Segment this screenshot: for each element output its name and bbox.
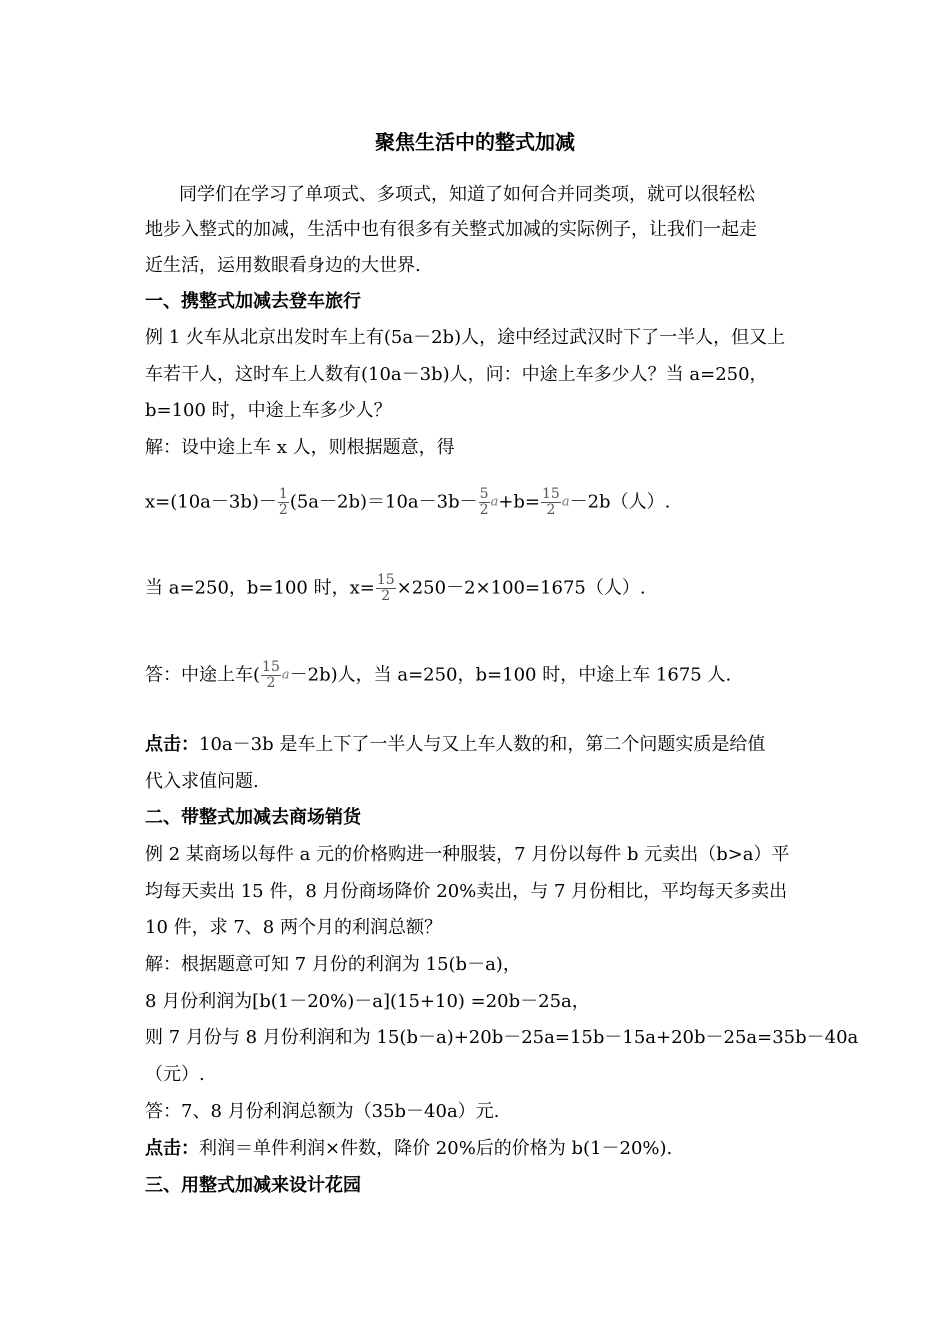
eq1-part-4: －2b（人）. bbox=[569, 491, 671, 513]
note-2-text: 利润＝单件利润×件数，降价 20%后的价格为 b(1－20%). bbox=[199, 1138, 673, 1159]
page-title: 聚焦生活中的整式加减 bbox=[375, 130, 575, 154]
solution2-line-2: 8 月份利润为[b(1－20%)－a](15+10) =20b－25a， bbox=[145, 991, 590, 1012]
fraction-5-2: $\frac{5}{2}$ bbox=[479, 486, 489, 518]
fraction-15-2: $\frac{15}{2}$ bbox=[542, 486, 560, 518]
fraction-variable-a: a bbox=[561, 494, 570, 510]
note-label: 点击： bbox=[145, 1138, 199, 1159]
note-label: 点击： bbox=[145, 734, 199, 755]
equation-1 bbox=[145, 487, 670, 518]
fraction-15-2: $\frac{15}{2}$ bbox=[262, 659, 280, 691]
example1-line-3: b=100 时，中途上车多少人？ bbox=[145, 400, 392, 421]
section3-heading: 三、用整式加减来设计花园 bbox=[145, 1175, 361, 1196]
eq1-part-1: x=(10a－3b)－ bbox=[145, 491, 277, 513]
intro-line-3: 近生活，运用数眼看身边的大世界. bbox=[145, 255, 421, 276]
fraction-1-2: $\frac{1}{2}$ bbox=[278, 486, 288, 518]
section1-heading: 一、携整式加减去登车旅行 bbox=[145, 291, 361, 312]
section2-heading: 二、带整式加减去商场销货 bbox=[145, 807, 361, 828]
solution2-line-1: 解：根据题意可知 7 月份的利润为 15(b－a)， bbox=[145, 954, 521, 975]
fraction-variable-a: a bbox=[281, 667, 290, 683]
eq2-part-1: 当 a=250，b=100 时，x= bbox=[145, 577, 375, 599]
example2-line-2: 均每天卖出 15 件，8 月份商场降价 20%卖出，与 7 月份相比，平均每天多卖出 bbox=[145, 881, 788, 902]
example2-line-3: 10 件，求 7、8 两个月的利润总额？ bbox=[145, 917, 442, 938]
solution2-line-3: 则 7 月份与 8 月份利润和为 15(b－a)+20b－25a=15b－15a+20b－25a=35b－40a bbox=[145, 1027, 859, 1048]
eq1-part-2: (5a－2b)＝10a－3b－ bbox=[289, 491, 478, 513]
answer-2: 答：7、8 月份利润总额为（35b－40a）元. bbox=[145, 1101, 500, 1122]
solution1-intro: 解：设中途上车 x 人，则根据题意，得 bbox=[145, 437, 455, 458]
intro-line-2: 地步入整式的加减，生活中也有很多有关整式加减的实际例子，让我们一起走 bbox=[145, 219, 757, 240]
fraction-15-2: $\frac{15}{2}$ bbox=[376, 572, 395, 604]
note-1-text: 10a－3b 是车上下了一半人与又上车人数的和，第二个问题实质是给值 bbox=[199, 734, 766, 755]
equation-2 bbox=[145, 573, 646, 604]
note-1-line-2: 代入求值问题. bbox=[145, 771, 259, 792]
eq2-part-2: ×250－2×100=1675（人）. bbox=[396, 577, 646, 599]
solution2-line-4: （元）. bbox=[145, 1064, 205, 1085]
intro-line-1: 同学们在学习了单项式、多项式，知道了如何合并同类项，就可以很轻松 bbox=[179, 184, 755, 205]
eq1-part-3: +b= bbox=[498, 491, 541, 513]
example2-line-1: 例 2 某商场以每件 a 元的价格购进一种服装，7 月份以每件 b 元卖出（b>a）平 bbox=[145, 844, 790, 865]
answer1-part-2: －2b)人，当 a=250，b=100 时，中途上车 1675 人. bbox=[289, 664, 732, 686]
answer1-part-1: 答：中途上车( bbox=[145, 664, 261, 686]
example1-line-1: 例 1 火车从北京出发时车上有(5a－2b)人，途中经过武汉时下了一半人，但又上 bbox=[145, 327, 786, 348]
note-2 bbox=[145, 1136, 672, 1162]
answer-1 bbox=[145, 660, 731, 691]
note-1-line-1 bbox=[145, 732, 765, 758]
example1-line-2: 车若干人，这时车上人数有(10a－3b)人，问：中途上车多少人？当 a=250， bbox=[145, 364, 768, 385]
fraction-variable-a: a bbox=[490, 494, 499, 510]
